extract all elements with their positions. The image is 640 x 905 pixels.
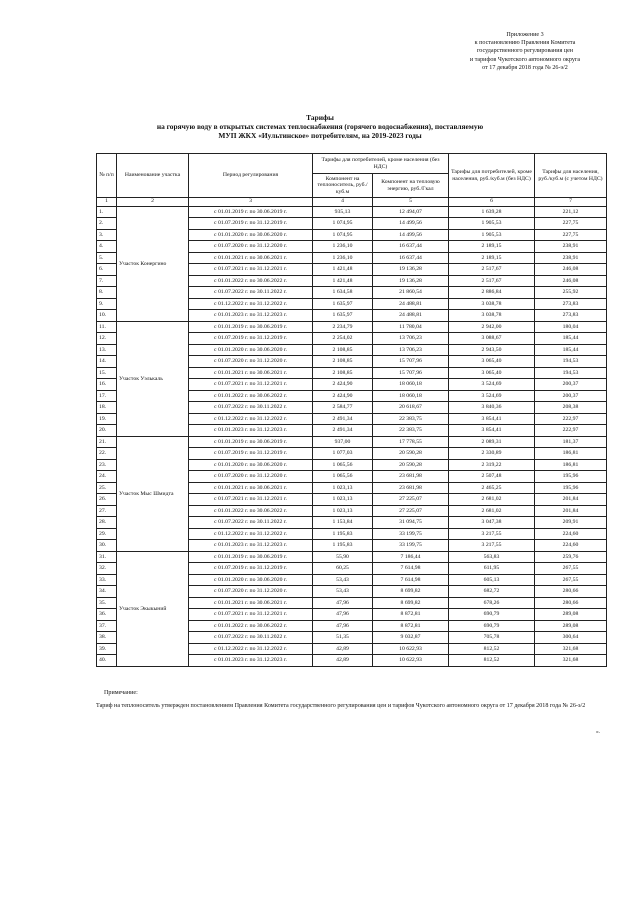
- non-population-tariff-cell: 2 089,31: [449, 436, 535, 448]
- period-cell: с 01.07.2022 г. по 30.11.2022 г.: [189, 632, 313, 644]
- population-tariff-cell: 208,38: [535, 402, 607, 414]
- appendix-line: Приложение 3: [506, 32, 544, 38]
- row-number: 5.: [97, 252, 117, 264]
- row-number: 2.: [97, 218, 117, 230]
- non-population-tariff-cell: 690,79: [449, 609, 535, 621]
- heat-carrier-cell: 53,43: [313, 574, 373, 586]
- period-cell: с 01.07.2019 г. по 31.12.2019 г.: [189, 333, 313, 345]
- row-number: 14.: [97, 356, 117, 368]
- period-cell: с 01.07.2020 г. по 31.12.2020 г.: [189, 356, 313, 368]
- period-cell: с 01.01.2019 г. по 30.06.2019 г.: [189, 206, 313, 218]
- note-text: Тариф на теплоноситель утвержден постановлением Правления Комитета государственного регулирования цен и тарифов Чукотского автономного округа от 17 декабря 2018 года № 26-э/2: [96, 703, 586, 709]
- population-tariff-cell: 321,68: [535, 655, 607, 667]
- heat-energy-cell: 20 618,67: [373, 402, 449, 414]
- column-number: 3: [189, 198, 313, 207]
- heat-energy-cell: 8 872,81: [373, 609, 449, 621]
- row-number: 36.: [97, 609, 117, 621]
- title-line: на горячую воду в открытых системах теплоснабжения (горячего водоснабжения), поставляемую: [156, 122, 484, 132]
- period-cell: с 01.07.2021 г. по 31.12.2021 г.: [189, 609, 313, 621]
- heat-carrier-cell: 1 023,13: [313, 482, 373, 494]
- population-tariff-cell: 273,83: [535, 310, 607, 322]
- period-cell: с 01.12.2022 г. по 31.12.2022 г.: [189, 528, 313, 540]
- period-cell: с 01.01.2022 г. по 30.06.2022 г.: [189, 620, 313, 632]
- population-tariff-cell: 180,04: [535, 321, 607, 333]
- non-population-tariff-cell: 3 038,78: [449, 310, 535, 322]
- header-population-tariff: Тарифы для населения, руб./куб.м (с учетом НДС): [535, 154, 607, 198]
- period-cell: с 01.07.2019 г. по 31.12.2019 г.: [189, 448, 313, 460]
- heat-carrier-cell: 1 421,48: [313, 264, 373, 276]
- population-tariff-cell: 195,96: [535, 482, 607, 494]
- row-number: 32.: [97, 563, 117, 575]
- population-tariff-cell: 259,76: [535, 551, 607, 563]
- heat-carrier-cell: 1 023,13: [313, 494, 373, 506]
- population-tariff-cell: 200,37: [535, 390, 607, 402]
- heat-carrier-cell: 1 195,83: [313, 528, 373, 540]
- heat-energy-cell: 19 136,28: [373, 275, 449, 287]
- non-population-tariff-cell: 2 943,50: [449, 344, 535, 356]
- row-number: 31.: [97, 551, 117, 563]
- heat-carrier-cell: 51,35: [313, 632, 373, 644]
- appendix-line: к постановлению Правления Комитета: [474, 40, 576, 47]
- non-population-tariff-cell: 2 886,84: [449, 287, 535, 299]
- non-population-tariff-cell: 3 065,40: [449, 356, 535, 368]
- non-population-tariff-cell: 3 047,38: [449, 517, 535, 529]
- non-population-tariff-cell: 3 524,69: [449, 390, 535, 402]
- header-number: № п/п: [97, 154, 117, 198]
- non-population-tariff-cell: 2 517,67: [449, 275, 535, 287]
- table-row: [97, 321, 607, 333]
- heat-energy-cell: 15 707,96: [373, 367, 449, 379]
- heat-energy-cell: 33 199,75: [373, 540, 449, 552]
- heat-energy-cell: 22 383,75: [373, 425, 449, 437]
- row-number: 35.: [97, 597, 117, 609]
- heat-energy-cell: 16 637,44: [373, 241, 449, 253]
- header-period: Период регулирования: [189, 154, 313, 198]
- table-row: [97, 551, 607, 563]
- population-tariff-cell: 227,75: [535, 218, 607, 230]
- row-number: 1.: [97, 206, 117, 218]
- population-tariff-cell: 300,64: [535, 632, 607, 644]
- population-tariff-cell: 181,37: [535, 436, 607, 448]
- non-population-tariff-cell: 611,95: [449, 563, 535, 575]
- header-non-population-tariff: Тарифы для потребителей, кроме населения, руб./куб.м (без НДС): [449, 154, 535, 198]
- row-number: 16.: [97, 379, 117, 391]
- non-population-tariff-cell: 563,83: [449, 551, 535, 563]
- tariff-table-body: [97, 206, 607, 666]
- non-population-tariff-cell: 2 681,02: [449, 494, 535, 506]
- heat-carrier-cell: 1 074,95: [313, 229, 373, 241]
- period-cell: с 01.01.2020 г. по 30.06.2020 г.: [189, 459, 313, 471]
- period-cell: с 01.01.2020 г. по 30.06.2020 г.: [189, 344, 313, 356]
- heat-carrier-cell: 2 491,34: [313, 413, 373, 425]
- heat-energy-cell: 22 383,75: [373, 413, 449, 425]
- non-population-tariff-cell: 682,72: [449, 586, 535, 598]
- heat-energy-cell: 7 614,98: [373, 574, 449, 586]
- row-number: 37.: [97, 620, 117, 632]
- population-tariff-cell: 222,97: [535, 425, 607, 437]
- non-population-tariff-cell: 3 217,55: [449, 528, 535, 540]
- heat-carrier-cell: 1 634,58: [313, 287, 373, 299]
- heat-energy-cell: 33 199,75: [373, 528, 449, 540]
- non-population-tariff-cell: 678,26: [449, 597, 535, 609]
- row-number: 34.: [97, 586, 117, 598]
- column-number: 5: [373, 198, 449, 207]
- period-cell: с 01.07.2020 г. по 31.12.2020 г.: [189, 241, 313, 253]
- period-cell: с 01.01.2019 г. по 30.06.2019 г.: [189, 321, 313, 333]
- heat-energy-cell: 8 699,82: [373, 586, 449, 598]
- row-number: 30.: [97, 540, 117, 552]
- non-population-tariff-cell: 2 681,02: [449, 505, 535, 517]
- heat-energy-cell: 12 494,07: [373, 206, 449, 218]
- appendix-line: и тарифов Чукотского автономного округа: [469, 56, 581, 63]
- population-tariff-cell: 246,08: [535, 264, 607, 276]
- document-title: [110, 113, 530, 141]
- population-tariff-cell: 209,91: [535, 517, 607, 529]
- non-population-tariff-cell: 1 905,53: [449, 229, 535, 241]
- non-population-tariff-cell: 812,52: [449, 655, 535, 667]
- non-population-tariff-cell: 1 639,28: [449, 206, 535, 218]
- heat-carrier-cell: 2 108,85: [313, 344, 373, 356]
- heat-energy-cell: 18 060,18: [373, 390, 449, 402]
- heat-energy-cell: 18 060,18: [373, 379, 449, 391]
- heat-energy-cell: 8 872,81: [373, 620, 449, 632]
- row-number: 17.: [97, 390, 117, 402]
- heat-carrier-cell: 1 065,56: [313, 471, 373, 483]
- heat-energy-cell: 13 706,23: [373, 344, 449, 356]
- heat-carrier-cell: 1 236,10: [313, 252, 373, 264]
- population-tariff-cell: 267,55: [535, 574, 607, 586]
- non-population-tariff-cell: 2 189,15: [449, 252, 535, 264]
- non-population-tariff-cell: 3 065,40: [449, 367, 535, 379]
- row-number: 18.: [97, 402, 117, 414]
- period-cell: с 01.07.2022 г. по 30.11.2022 г.: [189, 402, 313, 414]
- row-number: 7.: [97, 275, 117, 287]
- heat-energy-cell: 21 860,54: [373, 287, 449, 299]
- heat-carrier-cell: 1 077,03: [313, 448, 373, 460]
- section-name: Участок Мыс Шмидта: [117, 436, 189, 551]
- heat-energy-cell: 8 699,82: [373, 597, 449, 609]
- population-tariff-cell: 224,60: [535, 540, 607, 552]
- period-cell: с 01.01.2021 г. по 30.06.2021 г.: [189, 367, 313, 379]
- heat-carrier-cell: 2 424,90: [313, 390, 373, 402]
- row-number: 6.: [97, 264, 117, 276]
- heat-carrier-cell: 2 254,02: [313, 333, 373, 345]
- tariff-table: [96, 153, 607, 667]
- row-number: 12.: [97, 333, 117, 345]
- row-number: 13.: [97, 344, 117, 356]
- non-population-tariff-cell: 3 840,36: [449, 402, 535, 414]
- page-mark: ».: [596, 729, 601, 735]
- heat-energy-cell: 7 186,44: [373, 551, 449, 563]
- heat-carrier-cell: 42,89: [313, 655, 373, 667]
- heat-energy-cell: 14 499,56: [373, 218, 449, 230]
- row-number: 3.: [97, 229, 117, 241]
- population-tariff-cell: 255,92: [535, 287, 607, 299]
- column-number: 1: [97, 198, 117, 207]
- row-number: 15.: [97, 367, 117, 379]
- heat-energy-cell: 19 136,28: [373, 264, 449, 276]
- appendix-line: государственного регулирования цен: [476, 48, 574, 55]
- row-number: 10.: [97, 310, 117, 322]
- population-tariff-cell: 222,97: [535, 413, 607, 425]
- non-population-tariff-cell: 2 942,00: [449, 321, 535, 333]
- period-cell: с 01.07.2022 г. по 30.11.2022 г.: [189, 517, 313, 529]
- appendix-header: [445, 31, 605, 72]
- population-tariff-cell: 321,68: [535, 643, 607, 655]
- period-cell: с 01.01.2023 г. по 31.12.2023 г.: [189, 540, 313, 552]
- heat-energy-cell: 7 614,98: [373, 563, 449, 575]
- population-tariff-cell: 227,75: [535, 229, 607, 241]
- period-cell: с 01.01.2019 г. по 30.06.2019 г.: [189, 551, 313, 563]
- heat-carrier-cell: 55,90: [313, 551, 373, 563]
- header-heat-energy: Компонент на тепловую энергию, руб./Гкал: [373, 174, 449, 198]
- heat-carrier-cell: 2 108,85: [313, 356, 373, 368]
- row-number: 22.: [97, 448, 117, 460]
- header-heat-carrier: Компонент на теплоноситель, руб./куб.м: [313, 174, 373, 198]
- non-population-tariff-cell: 3 217,55: [449, 540, 535, 552]
- population-tariff-cell: 238,91: [535, 241, 607, 253]
- row-number: 29.: [97, 528, 117, 540]
- population-tariff-cell: 185,44: [535, 333, 607, 345]
- period-cell: с 01.01.2019 г. по 30.06.2019 г.: [189, 436, 313, 448]
- section-name: Участок Уэлькаль: [117, 321, 189, 436]
- heat-carrier-cell: 1 421,48: [313, 275, 373, 287]
- population-tariff-cell: 289,08: [535, 609, 607, 621]
- heat-carrier-cell: 2 584,77: [313, 402, 373, 414]
- heat-energy-cell: 16 637,44: [373, 252, 449, 264]
- heat-energy-cell: 13 706,23: [373, 333, 449, 345]
- non-population-tariff-cell: 1 905,53: [449, 218, 535, 230]
- column-number: 6: [449, 198, 535, 207]
- note-label: Примечание:: [104, 690, 138, 696]
- population-tariff-cell: 201,84: [535, 505, 607, 517]
- non-population-tariff-cell: 705,78: [449, 632, 535, 644]
- period-cell: с 01.07.2020 г. по 31.12.2020 г.: [189, 586, 313, 598]
- population-tariff-cell: 238,91: [535, 252, 607, 264]
- heat-energy-cell: 27 225,07: [373, 494, 449, 506]
- non-population-tariff-cell: 690,79: [449, 620, 535, 632]
- period-cell: с 01.01.2023 г. по 31.12.2023 г.: [189, 310, 313, 322]
- period-cell: с 01.01.2023 г. по 31.12.2023 г.: [189, 425, 313, 437]
- heat-carrier-cell: 2 234,79: [313, 321, 373, 333]
- non-population-tariff-cell: 2 330,89: [449, 448, 535, 460]
- row-number: 19.: [97, 413, 117, 425]
- heat-energy-cell: 10 622,93: [373, 655, 449, 667]
- row-number: 23.: [97, 459, 117, 471]
- heat-carrier-cell: 42,89: [313, 643, 373, 655]
- heat-carrier-cell: 935,13: [313, 206, 373, 218]
- heat-energy-cell: 17 778,55: [373, 436, 449, 448]
- population-tariff-cell: 195,96: [535, 471, 607, 483]
- period-cell: с 01.01.2022 г. по 30.06.2022 г.: [189, 275, 313, 287]
- non-population-tariff-cell: 2 465,25: [449, 482, 535, 494]
- period-cell: с 01.01.2021 г. по 30.06.2021 г.: [189, 482, 313, 494]
- heat-energy-cell: 27 225,07: [373, 505, 449, 517]
- row-number: 39.: [97, 643, 117, 655]
- period-cell: с 01.01.2023 г. по 31.12.2023 г.: [189, 655, 313, 667]
- period-cell: с 01.01.2020 г. по 30.06.2020 г.: [189, 574, 313, 586]
- non-population-tariff-cell: 2 189,15: [449, 241, 535, 253]
- period-cell: с 01.07.2019 г. по 31.12.2019 г.: [189, 563, 313, 575]
- population-tariff-cell: 289,08: [535, 620, 607, 632]
- heat-carrier-cell: 2 491,34: [313, 425, 373, 437]
- heat-energy-cell: 24 488,81: [373, 310, 449, 322]
- period-cell: с 01.07.2022 г. по 30.11.2022 г.: [189, 287, 313, 299]
- heat-carrier-cell: 47,96: [313, 609, 373, 621]
- population-tariff-cell: 280,66: [535, 597, 607, 609]
- heat-carrier-cell: 1 153,84: [313, 517, 373, 529]
- population-tariff-cell: 246,08: [535, 275, 607, 287]
- row-number: 25.: [97, 482, 117, 494]
- heat-carrier-cell: 2 424,90: [313, 379, 373, 391]
- period-cell: с 01.12.2022 г. по 31.12.2022 г.: [189, 643, 313, 655]
- row-number: 4.: [97, 241, 117, 253]
- heat-carrier-cell: 1 236,10: [313, 241, 373, 253]
- non-population-tariff-cell: 3 524,69: [449, 379, 535, 391]
- period-cell: с 01.12.2022 г. по 31.12.2022 г.: [189, 413, 313, 425]
- population-tariff-cell: 273,83: [535, 298, 607, 310]
- population-tariff-cell: 280,66: [535, 586, 607, 598]
- population-tariff-cell: 267,55: [535, 563, 607, 575]
- population-tariff-cell: 194,53: [535, 356, 607, 368]
- heat-energy-cell: 23 681,98: [373, 471, 449, 483]
- row-number: 24.: [97, 471, 117, 483]
- heat-energy-cell: 15 707,96: [373, 356, 449, 368]
- heat-energy-cell: 20 590,28: [373, 459, 449, 471]
- appendix-line: от 17 декабря 2018 года № 26-э/2: [482, 64, 568, 71]
- non-population-tariff-cell: 2 517,67: [449, 264, 535, 276]
- heat-carrier-cell: 53,43: [313, 586, 373, 598]
- table-row: [97, 206, 607, 218]
- period-cell: с 01.01.2020 г. по 30.06.2020 г.: [189, 229, 313, 241]
- section-name: Участок Конергино: [117, 206, 189, 321]
- non-population-tariff-cell: 2 319,22: [449, 459, 535, 471]
- period-cell: с 01.07.2019 г. по 31.12.2019 г.: [189, 218, 313, 230]
- heat-carrier-cell: 2 108,85: [313, 367, 373, 379]
- heat-energy-cell: 11 780,04: [373, 321, 449, 333]
- heat-energy-cell: 24 488,81: [373, 298, 449, 310]
- population-tariff-cell: 200,37: [535, 379, 607, 391]
- row-number: 40.: [97, 655, 117, 667]
- heat-carrier-cell: 1 195,83: [313, 540, 373, 552]
- heat-carrier-cell: 1 635,97: [313, 298, 373, 310]
- non-population-tariff-cell: 3 854,41: [449, 413, 535, 425]
- heat-energy-cell: 9 032,87: [373, 632, 449, 644]
- period-cell: с 01.07.2021 г. по 31.12.2021 г.: [189, 494, 313, 506]
- column-number: 4: [313, 198, 373, 207]
- heat-carrier-cell: 1 635,97: [313, 310, 373, 322]
- row-number: 8.: [97, 287, 117, 299]
- row-number: 27.: [97, 505, 117, 517]
- heat-energy-cell: 10 622,93: [373, 643, 449, 655]
- non-population-tariff-cell: 3 854,41: [449, 425, 535, 437]
- population-tariff-cell: 201,84: [535, 494, 607, 506]
- period-cell: с 01.01.2022 г. по 30.06.2022 г.: [189, 505, 313, 517]
- period-cell: с 01.07.2020 г. по 31.12.2020 г.: [189, 471, 313, 483]
- population-tariff-cell: 186,81: [535, 459, 607, 471]
- period-cell: с 01.07.2021 г. по 31.12.2021 г.: [189, 379, 313, 391]
- row-number: 28.: [97, 517, 117, 529]
- population-tariff-cell: 185,44: [535, 344, 607, 356]
- period-cell: с 01.01.2022 г. по 30.06.2022 г.: [189, 390, 313, 402]
- row-number: 33.: [97, 574, 117, 586]
- population-tariff-cell: 224,60: [535, 528, 607, 540]
- row-number: 20.: [97, 425, 117, 437]
- heat-carrier-cell: 47,96: [313, 597, 373, 609]
- period-cell: с 01.07.2021 г. по 31.12.2021 г.: [189, 264, 313, 276]
- heat-carrier-cell: 1 023,13: [313, 505, 373, 517]
- period-cell: с 01.01.2021 г. по 30.06.2021 г.: [189, 252, 313, 264]
- header-section: Наименование участка: [117, 154, 189, 198]
- row-number: 11.: [97, 321, 117, 333]
- title-line: Тарифы: [306, 113, 334, 122]
- row-number: 21.: [97, 436, 117, 448]
- row-number: 38.: [97, 632, 117, 644]
- period-cell: с 01.01.2021 г. по 30.06.2021 г.: [189, 597, 313, 609]
- period-cell: с 01.12.2022 г. по 31.12.2022 г.: [189, 298, 313, 310]
- non-population-tariff-cell: 3 088,67: [449, 333, 535, 345]
- header-population-group: Тарифы для потребителей, кроме населения (без НДС): [313, 154, 449, 174]
- heat-carrier-cell: 60,25: [313, 563, 373, 575]
- column-number: 2: [117, 198, 189, 207]
- heat-carrier-cell: 937,00: [313, 436, 373, 448]
- population-tariff-cell: 194,53: [535, 367, 607, 379]
- row-number: 26.: [97, 494, 117, 506]
- heat-energy-cell: 31 094,75: [373, 517, 449, 529]
- population-tariff-cell: 186,81: [535, 448, 607, 460]
- column-number: 7: [535, 198, 607, 207]
- non-population-tariff-cell: 812,52: [449, 643, 535, 655]
- row-number: 9.: [97, 298, 117, 310]
- heat-carrier-cell: 1 074,95: [313, 218, 373, 230]
- table-row: [97, 436, 607, 448]
- heat-energy-cell: 20 590,28: [373, 448, 449, 460]
- population-tariff-cell: 221,12: [535, 206, 607, 218]
- non-population-tariff-cell: 3 038,78: [449, 298, 535, 310]
- non-population-tariff-cell: 2 507,48: [449, 471, 535, 483]
- heat-energy-cell: 14 499,56: [373, 229, 449, 241]
- heat-carrier-cell: 47,96: [313, 620, 373, 632]
- heat-carrier-cell: 1 065,56: [313, 459, 373, 471]
- section-name: Участок Экыкыний: [117, 551, 189, 666]
- heat-energy-cell: 23 681,98: [373, 482, 449, 494]
- title-line: МУП ЖКХ «Иультинское» потребителям, на 2019-2023 годы: [218, 131, 422, 141]
- non-population-tariff-cell: 605,13: [449, 574, 535, 586]
